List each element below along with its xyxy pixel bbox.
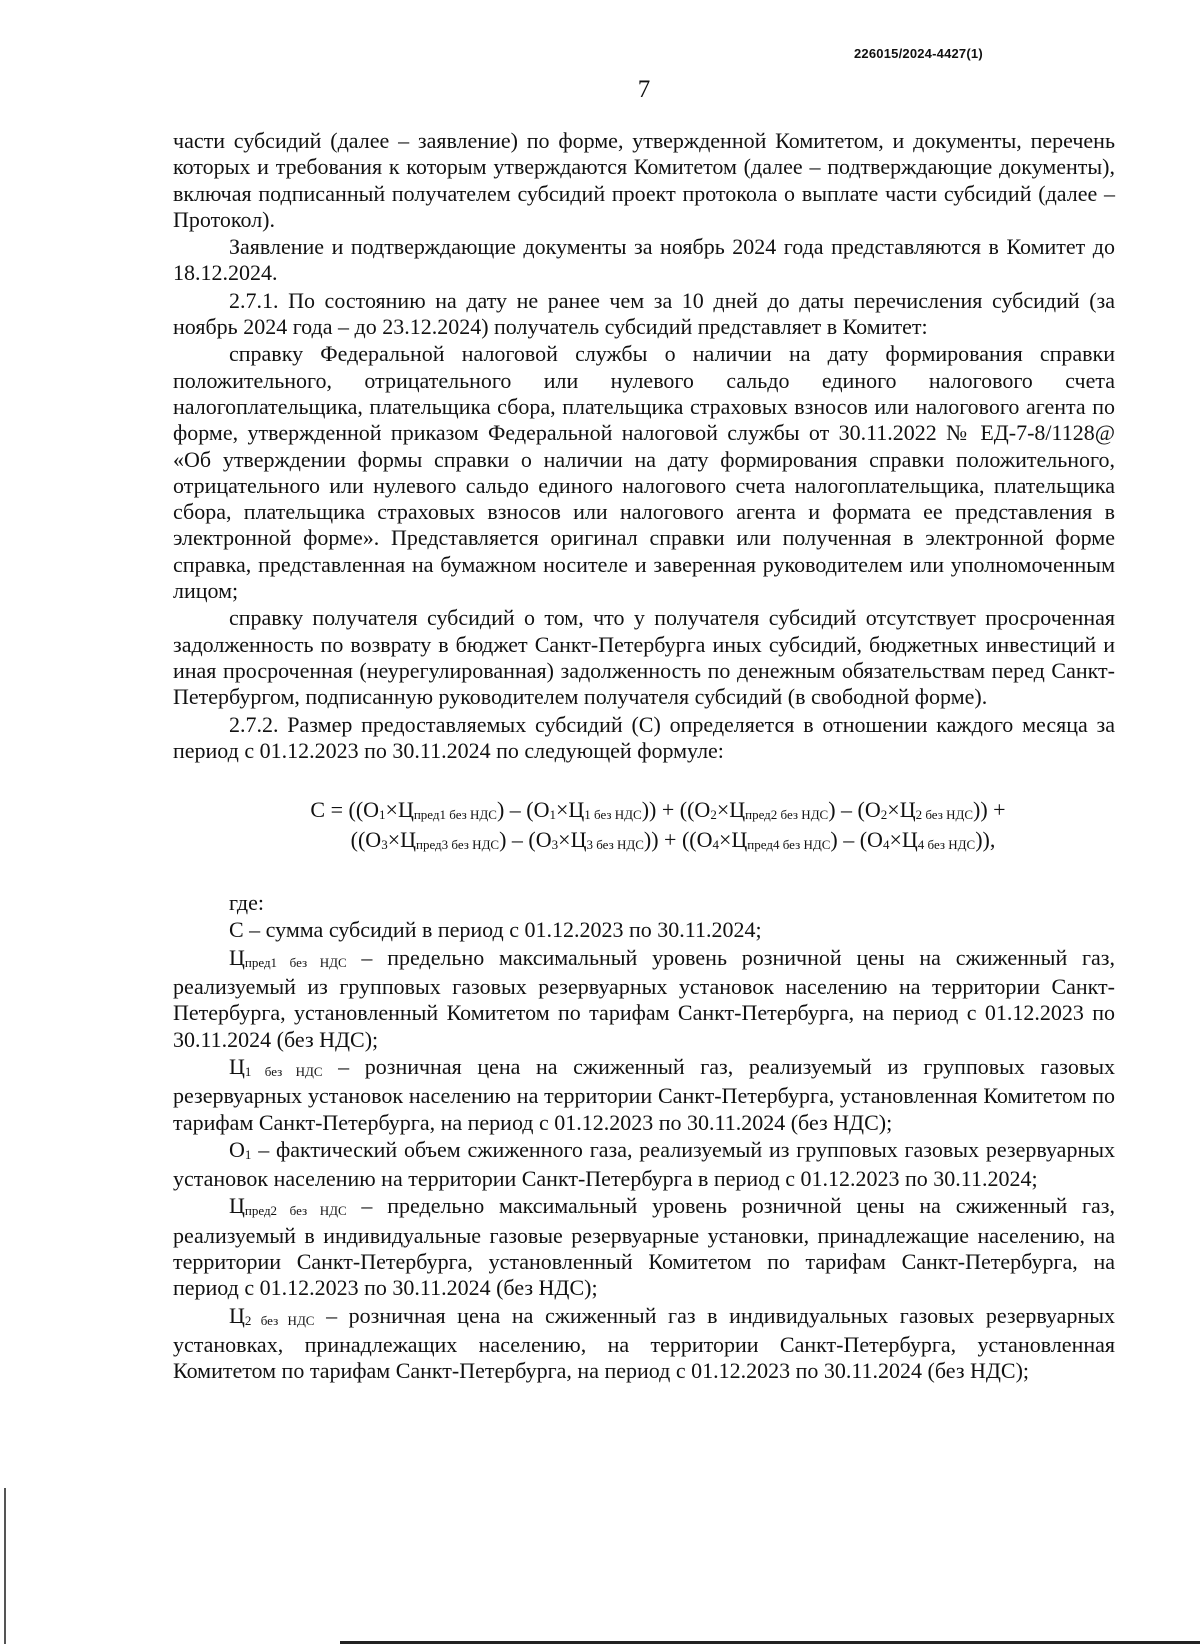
definition-c: С – сумма субсидий в период с 01.12.2023 по 30.11.2024; <box>229 917 762 943</box>
page-number: 7 <box>637 76 651 103</box>
paragraph-2-7-2: 2.7.2. Размер предоставляемых субсидий (С) определяется в отношении каждого месяца за период с 01.12.2023 по 30.11.2024 по следующей формуле: <box>173 711 1115 763</box>
symbol-o1: О1 <box>229 1136 252 1162</box>
where-label: где: <box>229 890 264 916</box>
document-body <box>173 128 1115 1385</box>
scan-edge-left <box>4 1488 6 1644</box>
definition-tspred2: Цпред2 без НДС – предельно максимальный уровень розничной цены на сжиженный газ, реализуемый в индивидуальные газовые резервуарные установки, принадлежащие населению, на территории Санкт-Петербурга, установленный Комитетом по тарифам Санкт-Петербурга, на период с 01.12.2023 по 30.11.2024 (без НДС); <box>173 1193 1116 1301</box>
definition-tspred1: Цпред1 без НДС – предельно максимальный уровень розничной цены на сжиженный газ, реализуемый из групповых газовых резервуарных установок населению на территории Санкт-Петербурга, установленный Комитетом по тарифам Санкт-Петербурга, на период с 01.12.2023 по 30.11.2024 (без НДС); <box>173 944 1116 1052</box>
paragraph-application: части субсидий (далее – заявление) по форме, утвержденной Комитетом, и документы, перечень которых и требования к которым утверждаются Комитетом (далее – подтверждающие документы), включая подписанный получателем субсидий проект протокола о выплате части субсидий (далее – Протокол). <box>173 128 1115 232</box>
symbol-ts1: Ц1 без НДС <box>229 1053 323 1079</box>
formula-line-1: С = ((О1×Цпред1 без НДС) – (О1×Ц1 без НДС)) + ((О2×Цпред2 без НДС) – (О2×Ц2 без НДС)) + <box>310 797 1006 823</box>
paragraph-debt-certificate: справку получателя субсидий о том, что у получателя субсидий отсутствует просроченная задолженность по возврату в бюджет Санкт-Петербурга иных субсидий, бюджетных инвестиций и иная просроченная (неурегулированная) задолженность по денежным обязательствам перед Санкт-Петербургом, подписанную руководителем получателя субсидий (в свободной форме). <box>173 605 1115 710</box>
paragraph-deadline: Заявление и подтверждающие документы за ноябрь 2024 года представляются в Комитет до 18.12.2024. <box>173 234 1115 286</box>
definition-o1: О1 – фактический объем сжиженного газа, реализуемый из групповых газовых резервуарных установок населению на территории Санкт-Петербурга в период с 01.12.2023 по 30.11.2024; <box>173 1136 1115 1192</box>
definition-ts2: Ц2 без НДС – розничная цена на сжиженный газ в индивидуальных газовых резервуарных установках, принадлежащих населению, на территории Санкт-Петербурга, установленная Комитетом по тарифам Санкт-Петербурга, на период с 01.12.2023 по 30.11.2024 (без НДС); <box>173 1302 1115 1384</box>
subsidy-formula <box>173 796 1115 856</box>
paragraph-tax-certificate: справку Федеральной налоговой службы о наличии на дату формирования справки положительного, отрицательного или нулевого сальдо единого налогового счета налогоплательщика, плательщика сбора, плательщика страховых взносов или налогового агента по форме, утвержденной приказом Федеральной налоговой службы от 30.11.2022 № ЕД-7-8/1128@ «Об утверждении формы справки о наличии на дату формирования справки положительного, отрицательного или нулевого сальдо единого налогового счета налогоплательщика, плательщика сбора, плательщика страховых взносов или налогового агента и формата ее представления в электронной форме». Представляется оригинал справки или полученная в электронной форме справка, представленная на бумажном носителе и заверенная руководителем или уполномоченным лицом; <box>173 341 1115 604</box>
symbol-tspred2: Цпред2 без НДС <box>229 1193 347 1219</box>
document-registration-number: 226015/2024-4427(1) <box>854 46 983 61</box>
definition-ts1: Ц1 без НДС – розничная цена на сжиженный газ, реализуемый из групповых газовых резервуарных установок населению на территории Санкт-Петербурга, установленная Комитетом по тарифам Санкт-Петербурга, на период с 01.12.2023 по 30.11.2024 (без НДС); <box>173 1053 1116 1135</box>
symbol-tspred1: Цпред1 без НДС <box>229 944 347 970</box>
symbol-ts2: Ц2 без НДС <box>229 1302 315 1328</box>
formula-line-2: ((О3×Цпред3 без НДС) – (О3×Ц3 без НДС)) + ((О4×Цпред4 без НДС) – (О4×Ц4 без НДС)), <box>350 827 996 853</box>
paragraph-2-7-1: 2.7.1. По состоянию на дату не ранее чем за 10 дней до даты перечисления субсидий (за ноябрь 2024 года – до 23.12.2024) получатель субсидий представляет в Комитет: <box>173 287 1115 340</box>
